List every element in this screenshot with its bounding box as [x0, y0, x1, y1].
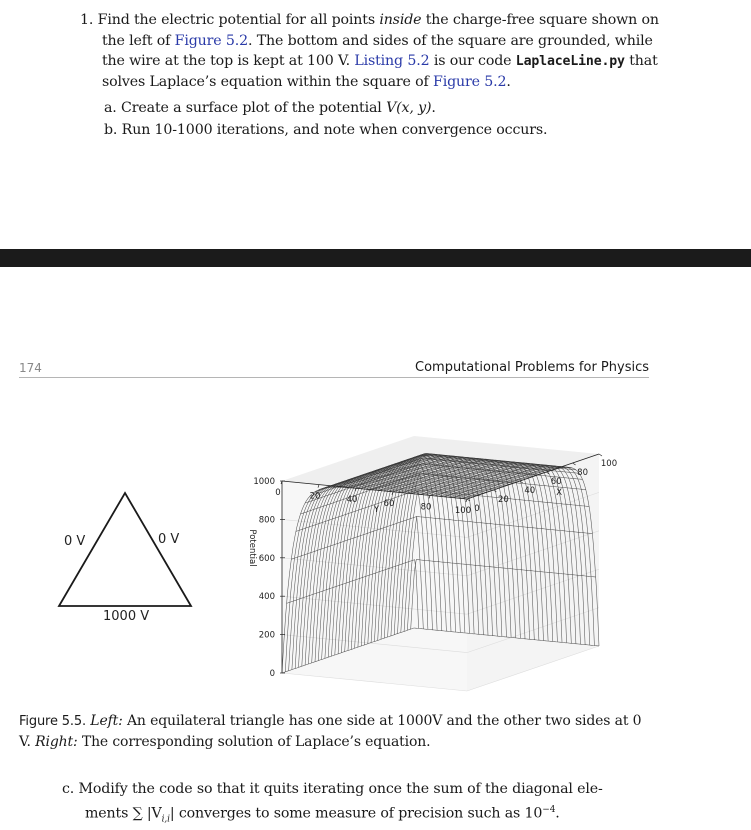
subitem-label: a. — [104, 100, 117, 116]
subitem-text: Modify the code so that it quits iterating once the sum of the diagonal ele- — [78, 781, 603, 797]
bottom-side-label: 1000 V — [103, 609, 150, 624]
y-tick-label: 80 — [420, 502, 432, 513]
subitem-label: b. — [104, 122, 118, 138]
math-sum: ∑ |V — [132, 805, 162, 822]
problem-line-3 — [80, 51, 720, 72]
problem-number: 1. — [80, 12, 94, 28]
subitem-c-line-2 — [62, 800, 603, 830]
caption-text: An equilateral triangle has one side at 1000V and the other two sides at 0 — [122, 713, 642, 729]
x-axis-title: X — [556, 488, 563, 498]
subitem-text: ments — [85, 805, 133, 822]
y-tick-label: 20 — [309, 491, 321, 502]
left-side-label: 0 V — [64, 534, 86, 549]
subitem-text: Create a surface plot of the potential — [121, 100, 387, 116]
problem-line-2 — [80, 31, 720, 52]
z-tick-label: 400 — [258, 592, 275, 603]
caption-right: Right: — [35, 734, 78, 750]
caption-text: The corresponding solution of Laplace’s equation. — [77, 734, 431, 750]
y-tick-label: 100 — [454, 506, 472, 516]
listing-link[interactable]: Listing 5.2 — [354, 53, 430, 69]
x-tick-label: 20 — [497, 495, 509, 505]
x-tick — [599, 454, 602, 456]
page-number: 174 — [19, 361, 42, 375]
right-side-label: 0 V — [158, 532, 180, 547]
y-tick-label: 0 — [275, 488, 281, 498]
figure-caption — [19, 711, 659, 752]
problem-text: the left of — [102, 32, 175, 49]
subitem-c-line-1 — [62, 779, 603, 800]
math-v-xy: V(x, y) — [386, 100, 432, 116]
y-tick-label: 60 — [383, 498, 395, 509]
caption-line-2 — [19, 732, 659, 752]
problem-line-4 — [80, 72, 720, 93]
problem-line-1 — [80, 10, 720, 31]
z-tick-label: 800 — [258, 515, 275, 526]
problem-text: Find the electric potential for all points — [97, 12, 380, 28]
figure-link[interactable]: Figure 5.2 — [433, 73, 507, 90]
running-head: Computational Problems for Physics — [415, 360, 649, 375]
triangle-shape — [59, 493, 191, 606]
caption-label: Figure 5.5. — [19, 714, 86, 729]
subitem-a — [104, 98, 436, 119]
x-tick-label: 100 — [600, 459, 618, 469]
math-subscript: i,i — [161, 814, 170, 825]
z-axis-title: Potential — [247, 529, 257, 567]
x-tick-label: 60 — [550, 477, 562, 487]
caption-line-1 — [19, 711, 659, 732]
subitem-b — [104, 120, 547, 141]
problem-text: the wire at the top is kept at 100 V. — [102, 53, 355, 69]
subitem-text: | converges to some measure of precision such as 10 — [169, 805, 543, 822]
z-tick-label: 1000 — [253, 477, 275, 487]
caption-left: Left: — [90, 713, 123, 729]
z-tick-label: 200 — [258, 630, 275, 641]
math-superscript: −4 — [542, 804, 556, 815]
y-axis-title: Y — [373, 505, 380, 515]
problem-1 — [80, 10, 720, 92]
problem-text: . — [506, 73, 511, 90]
emphasis-inside: inside — [379, 12, 422, 28]
axes-panes — [282, 436, 599, 691]
figure-link[interactable]: Figure 5.2 — [174, 32, 249, 49]
subitem-text: . — [431, 100, 436, 116]
problem-text: is our code — [429, 53, 516, 69]
z-tick-label: 600 — [258, 553, 275, 564]
problem-text: . The bottom and sides of the square are grounded, while — [248, 32, 653, 49]
x-tick-label: 40 — [524, 486, 536, 496]
code-filename: LaplaceLine.py — [515, 54, 625, 69]
z-tick-label: 0 — [269, 669, 275, 679]
caption-text: V. — [19, 734, 36, 750]
page-break-bar — [0, 249, 751, 267]
subitem-text: . — [555, 805, 560, 822]
y-tick-label: 40 — [346, 495, 358, 506]
problem-text: solves Laplace’s equation within the square of — [102, 73, 434, 90]
x-tick-label: 80 — [577, 468, 589, 478]
subitem-label: c. — [62, 781, 75, 797]
header-rule — [19, 377, 649, 378]
problem-text: that — [624, 53, 658, 69]
problem-text: the charge-free square shown on — [421, 12, 659, 28]
subitem-text: Run 10-1000 iterations, and note when convergence occurs. — [121, 122, 548, 138]
surface-plot — [230, 400, 650, 700]
x-tick-label: 0 — [474, 504, 480, 514]
